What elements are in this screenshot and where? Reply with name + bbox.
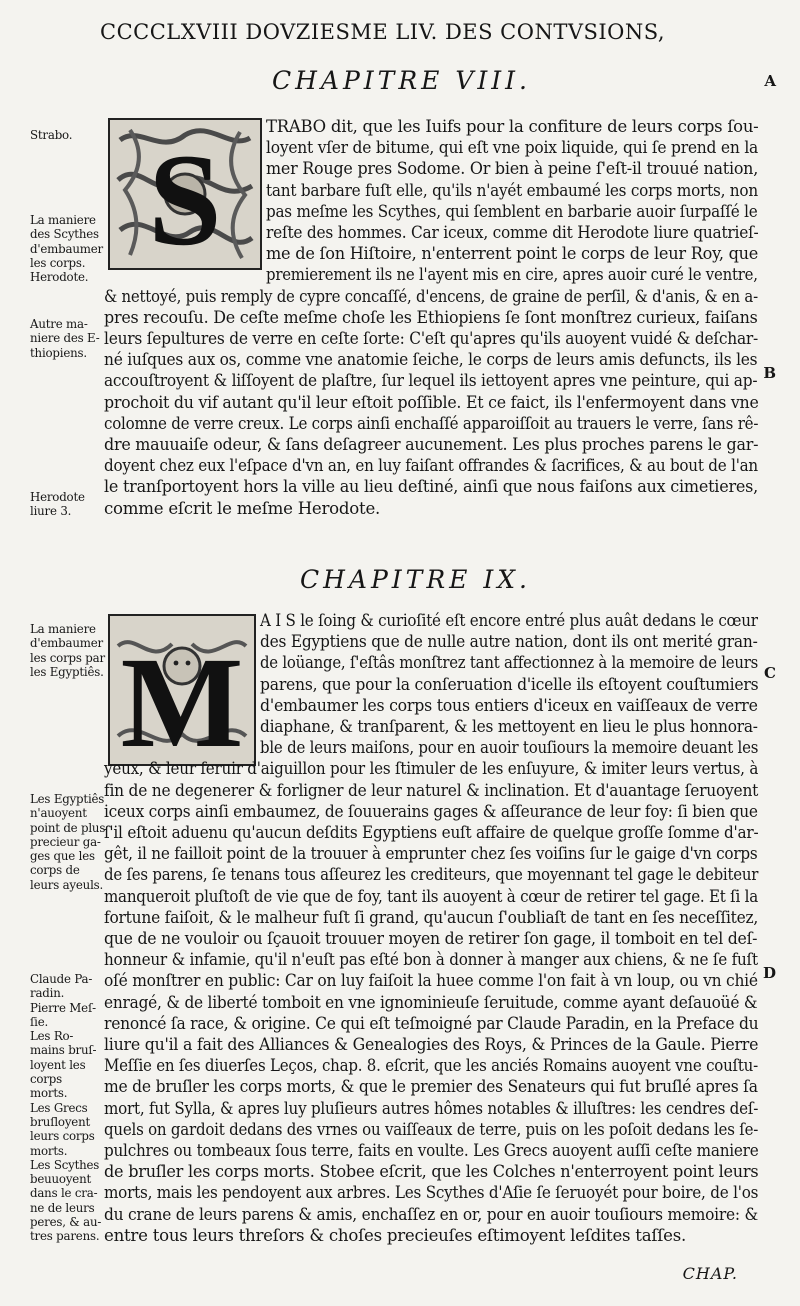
section-letter-c: C xyxy=(764,664,776,682)
text-line: reſte des hommes. Car iceux, comme dit Herodote liure quatrieſ- xyxy=(266,223,759,242)
margin-note-strabo: Strabo. xyxy=(30,128,73,142)
text-line: TRABO dit, que les Iuifs pour la confiture de leurs corps ſou- xyxy=(266,117,759,136)
section-letter-d: D xyxy=(762,964,776,982)
text-line: de bruſler les corps morts. Stobee eſcrit, que les Colches n'enterroyent point leurs xyxy=(104,1162,759,1182)
svg-text:S: S xyxy=(148,126,222,268)
text-line: quels on gardoit dedans des vrnes ou vaiſſeaux de terre, puis on les poſoit dedans les ſe- xyxy=(104,1119,759,1139)
margin-note-herodote: Herodote liure 3. xyxy=(30,490,85,519)
text-line: doyent chez eux l'eſpace d'vn an, en luy faiſant offrandes & ſacrifices, & au bout de l'an xyxy=(104,456,758,476)
margin-note-egyptiens: La maniere d'embaumer les corps par les Egyptiês. xyxy=(30,622,105,679)
text-line: pulchres ou tombeaux ſous terre, faits en voulte. Les Grecs auoyent auſſi ceſte maniere xyxy=(104,1141,759,1160)
text-line: liure qu'il a fait des Alliances & Genealogies des Roys, & Princes de la Gaule. Pierre xyxy=(104,1035,759,1054)
text-line: honneur & infamie, qu'il n'euſt pas eſté bon à donner à manger aux chiens, & ne ſe fuſt xyxy=(104,950,758,970)
text-line: pres recouſu. De ceſte meſme choſe les Ethiopiens ſe ſont monſtrez curieux, faiſans xyxy=(104,307,758,327)
text-line: de ſes parens, ſe tenans tous aſſeurez les crediteurs, que moyennant tel gage le debiteur xyxy=(104,865,759,885)
text-line: leurs ſepultures de verre en ceſte ſorte: C'eſt qu'apres qu'ils auoyent vuidé & deſchar- xyxy=(104,329,759,348)
chapter-heading-8: CHAPITRE VIII. xyxy=(272,66,532,95)
text-line: renoncé ſa race, & origine. Ce qui eſt teſmoigné par Claude Paradin, en la Preface du xyxy=(104,1013,759,1033)
decorated-initial-s xyxy=(108,118,262,270)
text-line: comme eſcrit le meſme Herodote. xyxy=(104,498,381,518)
text-line: prochoit du vif autant qu'il leur eſtoit poſſible. Et ce faict, ils l'enfermoyent dans vne xyxy=(104,392,759,412)
text-line: colomne de verre creux. Le corps ainſi enchaſſé apparoiſſoit au trauers le verre, ſans rê- xyxy=(104,413,759,433)
text-line: Meſſie en ſes diuerſes Leços, chap. 8. eſcrit, que les anciés Romains auoyent vne couſtu- xyxy=(104,1056,758,1076)
text-line: de loüange, ſ'eſtâs monſtrez tant affectionnez à la memoire de leurs xyxy=(260,653,759,673)
decorated-initial-m xyxy=(108,614,256,766)
text-line: gêt, il ne failloit point de la trouuer à emprunter chez ſes voiſins ſur le gaige d'vn corps xyxy=(104,844,758,864)
text-line: ſ'il eſtoit aduenu qu'aucun deſdits Egyptiens euſt affaire de quelque groſſe ſomme d'ar- xyxy=(104,823,759,842)
text-line: yeux, & leur ſeruir d'aiguillon pour les ſtimuler de les enſuyure, & imiter leurs vertus, à xyxy=(104,759,759,779)
text-line: fortune faiſoit, & le malheur fuſt ſi grand, qu'aucun ſ'oubliaſt de tant en ſes neceſſitez, xyxy=(104,907,759,927)
text-line: mort, fut Sylla, & apres luy pluſieurs autres hômes notables & illuſtres: les cendres deſ- xyxy=(104,1098,759,1118)
margin-note-paradin: Claude Pa- radin. Pierre Meſ- ſie. Les Ro- mains bruſ- loyent les corps morts. Les Grecs bruſloyent leurs corps morts. Les Scythes beuuoyent dans le cra- ne de leurs peres, & au- tres parens. xyxy=(30,972,102,1244)
text-line: morts, mais les pendoyent aux arbres. Les Scythes d'Aſie ſe ſeruoyét pour boire, de l'os xyxy=(104,1183,759,1203)
text-line: A I S le ſoing & curioſité eſt encore entré plus auât dedans le cœur xyxy=(260,611,758,630)
chapter-heading-9: CHAPITRE IX. xyxy=(300,565,531,594)
text-line: du crane de leurs parens & amis, enchaſſez en or, pour en auoir touſiours memoire: & xyxy=(104,1204,759,1224)
text-line: premierement ils ne l'ayent mis en cire, apres auoir curé le ventre, xyxy=(266,265,758,285)
text-line: accouſtroyent & liſſoyent de plaſtre, ſur lequel ils iettoyent apres vne peinture, qui ap- xyxy=(104,371,758,391)
text-line: le tranſportoyent hors la ville au lieu deſtiné, ainſi que nous faiſons aux cimetieres, xyxy=(104,477,758,497)
text-line: me de ſon Hiſtoire, n'enterrent point le corps de leur Roy, que xyxy=(266,244,759,264)
text-line: des Egyptiens que de nulle autre nation, dont ils ont merité gran- xyxy=(260,632,758,652)
text-line: pas meſme les Scythes, qui ſemblent en barbarie auoir ſurpaſſé le xyxy=(266,201,758,221)
text-line: diaphane, & tranſparent, & les mettoyent en lieu le plus honnora- xyxy=(260,717,758,736)
text-line: loyent vſer de bitume, qui eſt vne poix liquide, qui ſe prend en la xyxy=(266,138,759,158)
svg-text:M: M xyxy=(120,631,244,764)
text-line: me de bruſler les corps morts, & que le premier des Senateurs qui fut bruſlé apres ſa xyxy=(104,1077,758,1097)
text-line: tant barbare fuſt elle, qu'ils n'ayét embaumé les corps morts, non xyxy=(266,180,758,200)
text-line: d'embaumer les corps tous entiers d'iceux en vaiſſeaux de verre xyxy=(260,695,758,715)
margin-note-scythes: La maniere des Scythes d'embaumer les corps. Herodote. xyxy=(30,213,103,285)
text-line: enragé, & de liberté tomboit en vne ignominieuſe ſeruitude, comme ayant deſauoüé & xyxy=(104,992,758,1012)
text-line: oſé monſtrer en public: Car on luy faiſoit la huee comme l'on fait à vn loup, ou vn chié xyxy=(104,971,758,991)
section-letter-b: B xyxy=(763,364,776,382)
text-line: mer Rouge pres Sodome. Or bien à peine ſ'eſt-il trouué nation, xyxy=(266,159,759,179)
text-line: né iuſques aux os, comme vne anatomie ſeiche, le corps de leurs amis defuncts, ils les xyxy=(104,350,758,370)
section-letter-a: A xyxy=(764,72,776,90)
catchword: CHAP. xyxy=(682,1264,738,1283)
margin-note-gages: Les Egyptiês n'auoyent point de plus precieur ga- ges que les corps de leurs ayeuls. xyxy=(30,792,106,892)
text-line: que de ne vouloir ou ſçauoit trouuer moyen de retirer ſon gage, il tomboit en tel deſ- xyxy=(104,929,758,948)
text-line: manqueroit pluſtoſt de vie que de foy, tant ils auoyent à cœur de retirer tel gage. Et ſi la xyxy=(104,886,759,906)
text-line: & nettoyé, puis remply de cypre concaſſé, d'encens, de graine de perſil, & d'anis, & en a- xyxy=(104,286,758,306)
text-line: entre tous leurs threſors & choſes precieuſes eſtimoyent leſdites taſſes. xyxy=(104,1225,687,1245)
text-line: iceux corps ainſi embaumez, de ſouuerains gages & aſſeurance de leur foy: ſi bien que xyxy=(104,801,758,821)
text-line: dre mauuaiſe odeur, & ſans deſagreer aucunement. Les plus proches parens le gar- xyxy=(104,435,759,454)
margin-note-ethiopiens: Autre ma- niere des E- thiopiens. xyxy=(30,317,100,360)
text-line: parens, que pour la conſeruation d'icelle ils eſtoyent couſtumiers xyxy=(260,674,759,694)
running-head: CCCCLXVIII DOVZIESME LIV. DES CONTVSIONS, xyxy=(100,20,666,44)
text-line: ble de leurs maiſons, pour en auoir touſiours la memoire deuant les xyxy=(260,738,759,758)
text-line: fin de ne degenerer & forligner de leur naturel & inclination. Et d'auantage ſeruoyent xyxy=(104,780,759,800)
